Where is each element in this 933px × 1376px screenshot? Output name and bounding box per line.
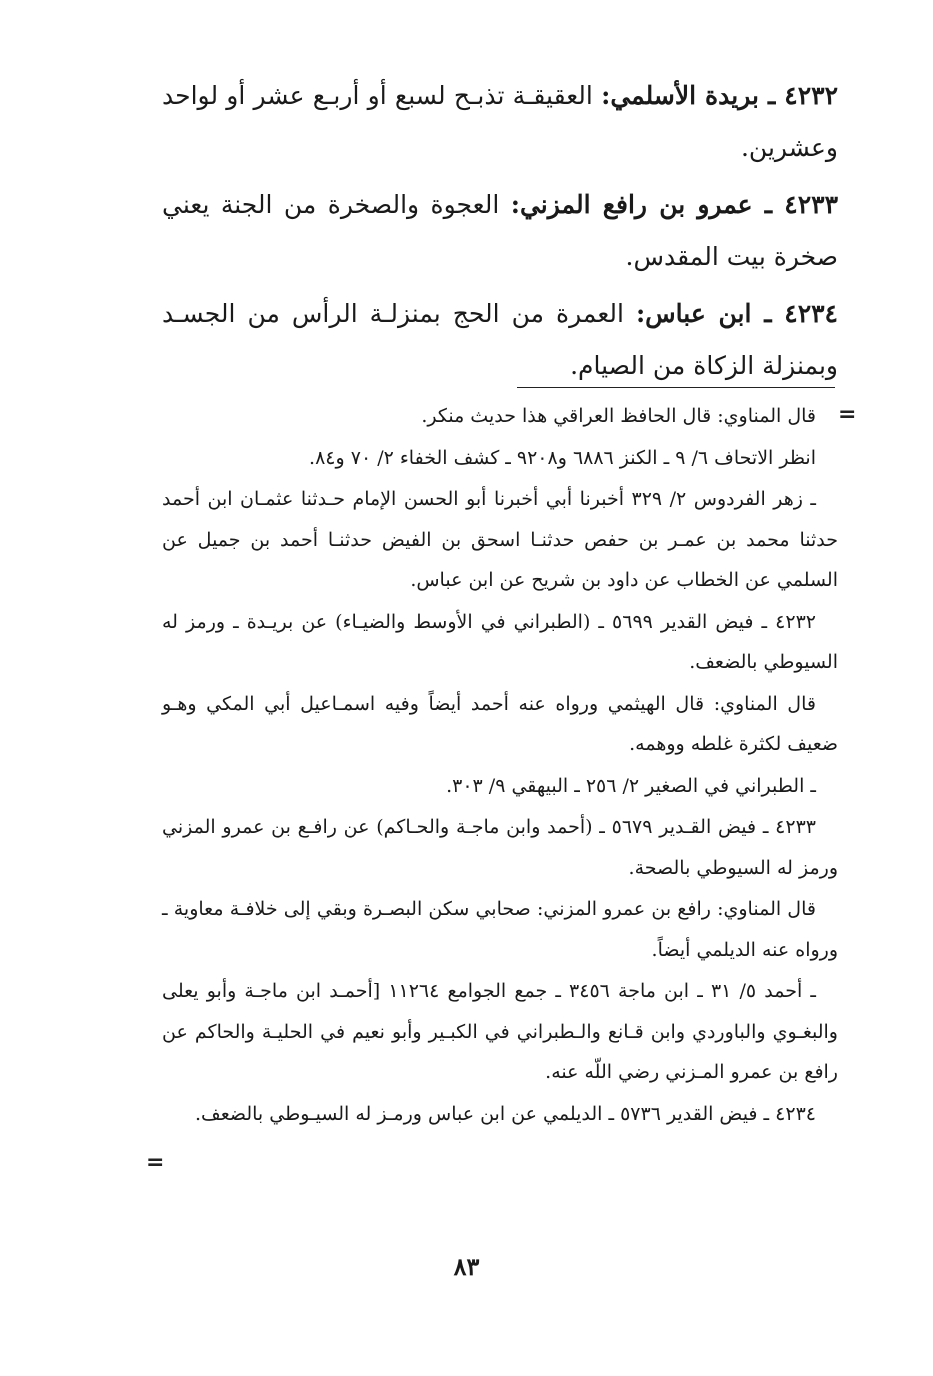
entry-head: ٤٢٣٣ ـ عمرو بن رافع المزني:: [510, 190, 838, 219]
continuation-mark-top: =: [838, 402, 857, 427]
entry-text: العجوة والصخرة من الجنة يعني صخرة بيت المقدس.: [162, 190, 838, 271]
main-text: [162, 70, 838, 397]
page-number: ٨٣: [453, 1252, 480, 1281]
footnote-paragraph: قال المناوي: قال الهيثمي ورواه عنه أحمد أيضاً وفيه اسمـاعيل أبي المكي وهـو ضعيف لكثرة غلطه ووهمه.: [162, 692, 838, 755]
footnote-paragraph: قال المناوي: رافع بن عمرو المزني: صحابي سكن البصـرة وبقي إلى خلافـة معاوية ـ ورواه عنه الديلمي أيضاً.: [162, 898, 838, 961]
entry-4232: [162, 70, 838, 174]
entry-text: العمرة من الحج بمنزلـة الرأس من الجسـد وبمنزلة الزكاة من الصيام.: [162, 299, 838, 380]
footnote-paragraph: ـ الطبراني في الصغير ٢/ ٢٥٦ ـ البيهقي ٩/ ٣٠٣.: [446, 774, 816, 797]
entry-head: ٤٢٣٢ ـ بريدة الأسلمي:: [601, 81, 839, 110]
footnote-paragraph: انظر الاتحاف ٦/ ٩ ـ الكنز ٦٨٨٦ و٩٢٠٨ ـ كشف الخفاء ٢/ ٧٠ و٨٤.: [309, 446, 816, 469]
entry-text: العقيقـة تذبـح لسبع أو أربـع عشر أو لواحد وعشرين.: [162, 81, 838, 162]
footnote-paragraph: ٤٢٣٣ ـ فيض القـدير ٥٦٧٩ ـ (أحمد وابن ماجـة والحـاكم) عن رافـع بن عمرو المزني ورمز له السيوطي بالصحة.: [162, 816, 838, 879]
footnote-paragraph: ـ أحمد ٥/ ٣١ ـ ابن ماجة ٣٤٥٦ ـ جمع الجوامع ١١٢٦٤ [أحمـد ابن ماجـة وأبو يعلى والبغـوي والباوردي وابن قـانع والـطبراني في الكبـير وأبو نعيم في الحليـة والحاكم عن رافع بن عمرو المـزني رضي اللّه عنه.: [162, 980, 838, 1083]
footnote-paragraph: ـ زهر الفردوس ٢/ ٣٢٩ أخبرنا أبي أخبرنا أبو الحسن الإمام حـدثنا عثمـان ابن أحمد حدثنا محمد بن عمـر بن حفص حدثنـا اسحق بن الفيض حدثنـا أحمد بن جميل عن السلمي عن الخطاب عن داود بن شريح عن ابن عباس.: [162, 488, 838, 591]
entry-head: ٤٢٣٤ ـ ابن عباس:: [635, 299, 838, 328]
entry-4234: [162, 288, 838, 392]
footnote-divider: [517, 387, 835, 388]
footnote-paragraph: ٤٢٣٢ ـ فيض القدير ٥٦٩٩ ـ (الطبراني في الأوسط والضيـاء) عن بريـدة ـ ورمز له السيوطي بالضعف.: [162, 610, 838, 673]
footnotes: [162, 396, 838, 1135]
footnote-paragraph: قال المناوي: قال الحافظ العراقي هذا حديث منكر.: [421, 405, 816, 427]
entry-4233: [162, 179, 838, 283]
continuation-mark-bottom: =: [146, 1150, 165, 1175]
footnote-paragraph: ٤٢٣٤ ـ فيض القدير ٥٧٣٦ ـ الديلمي عن ابن عباس ورمـز له السيـوطي بالضعف.: [194, 1102, 816, 1125]
